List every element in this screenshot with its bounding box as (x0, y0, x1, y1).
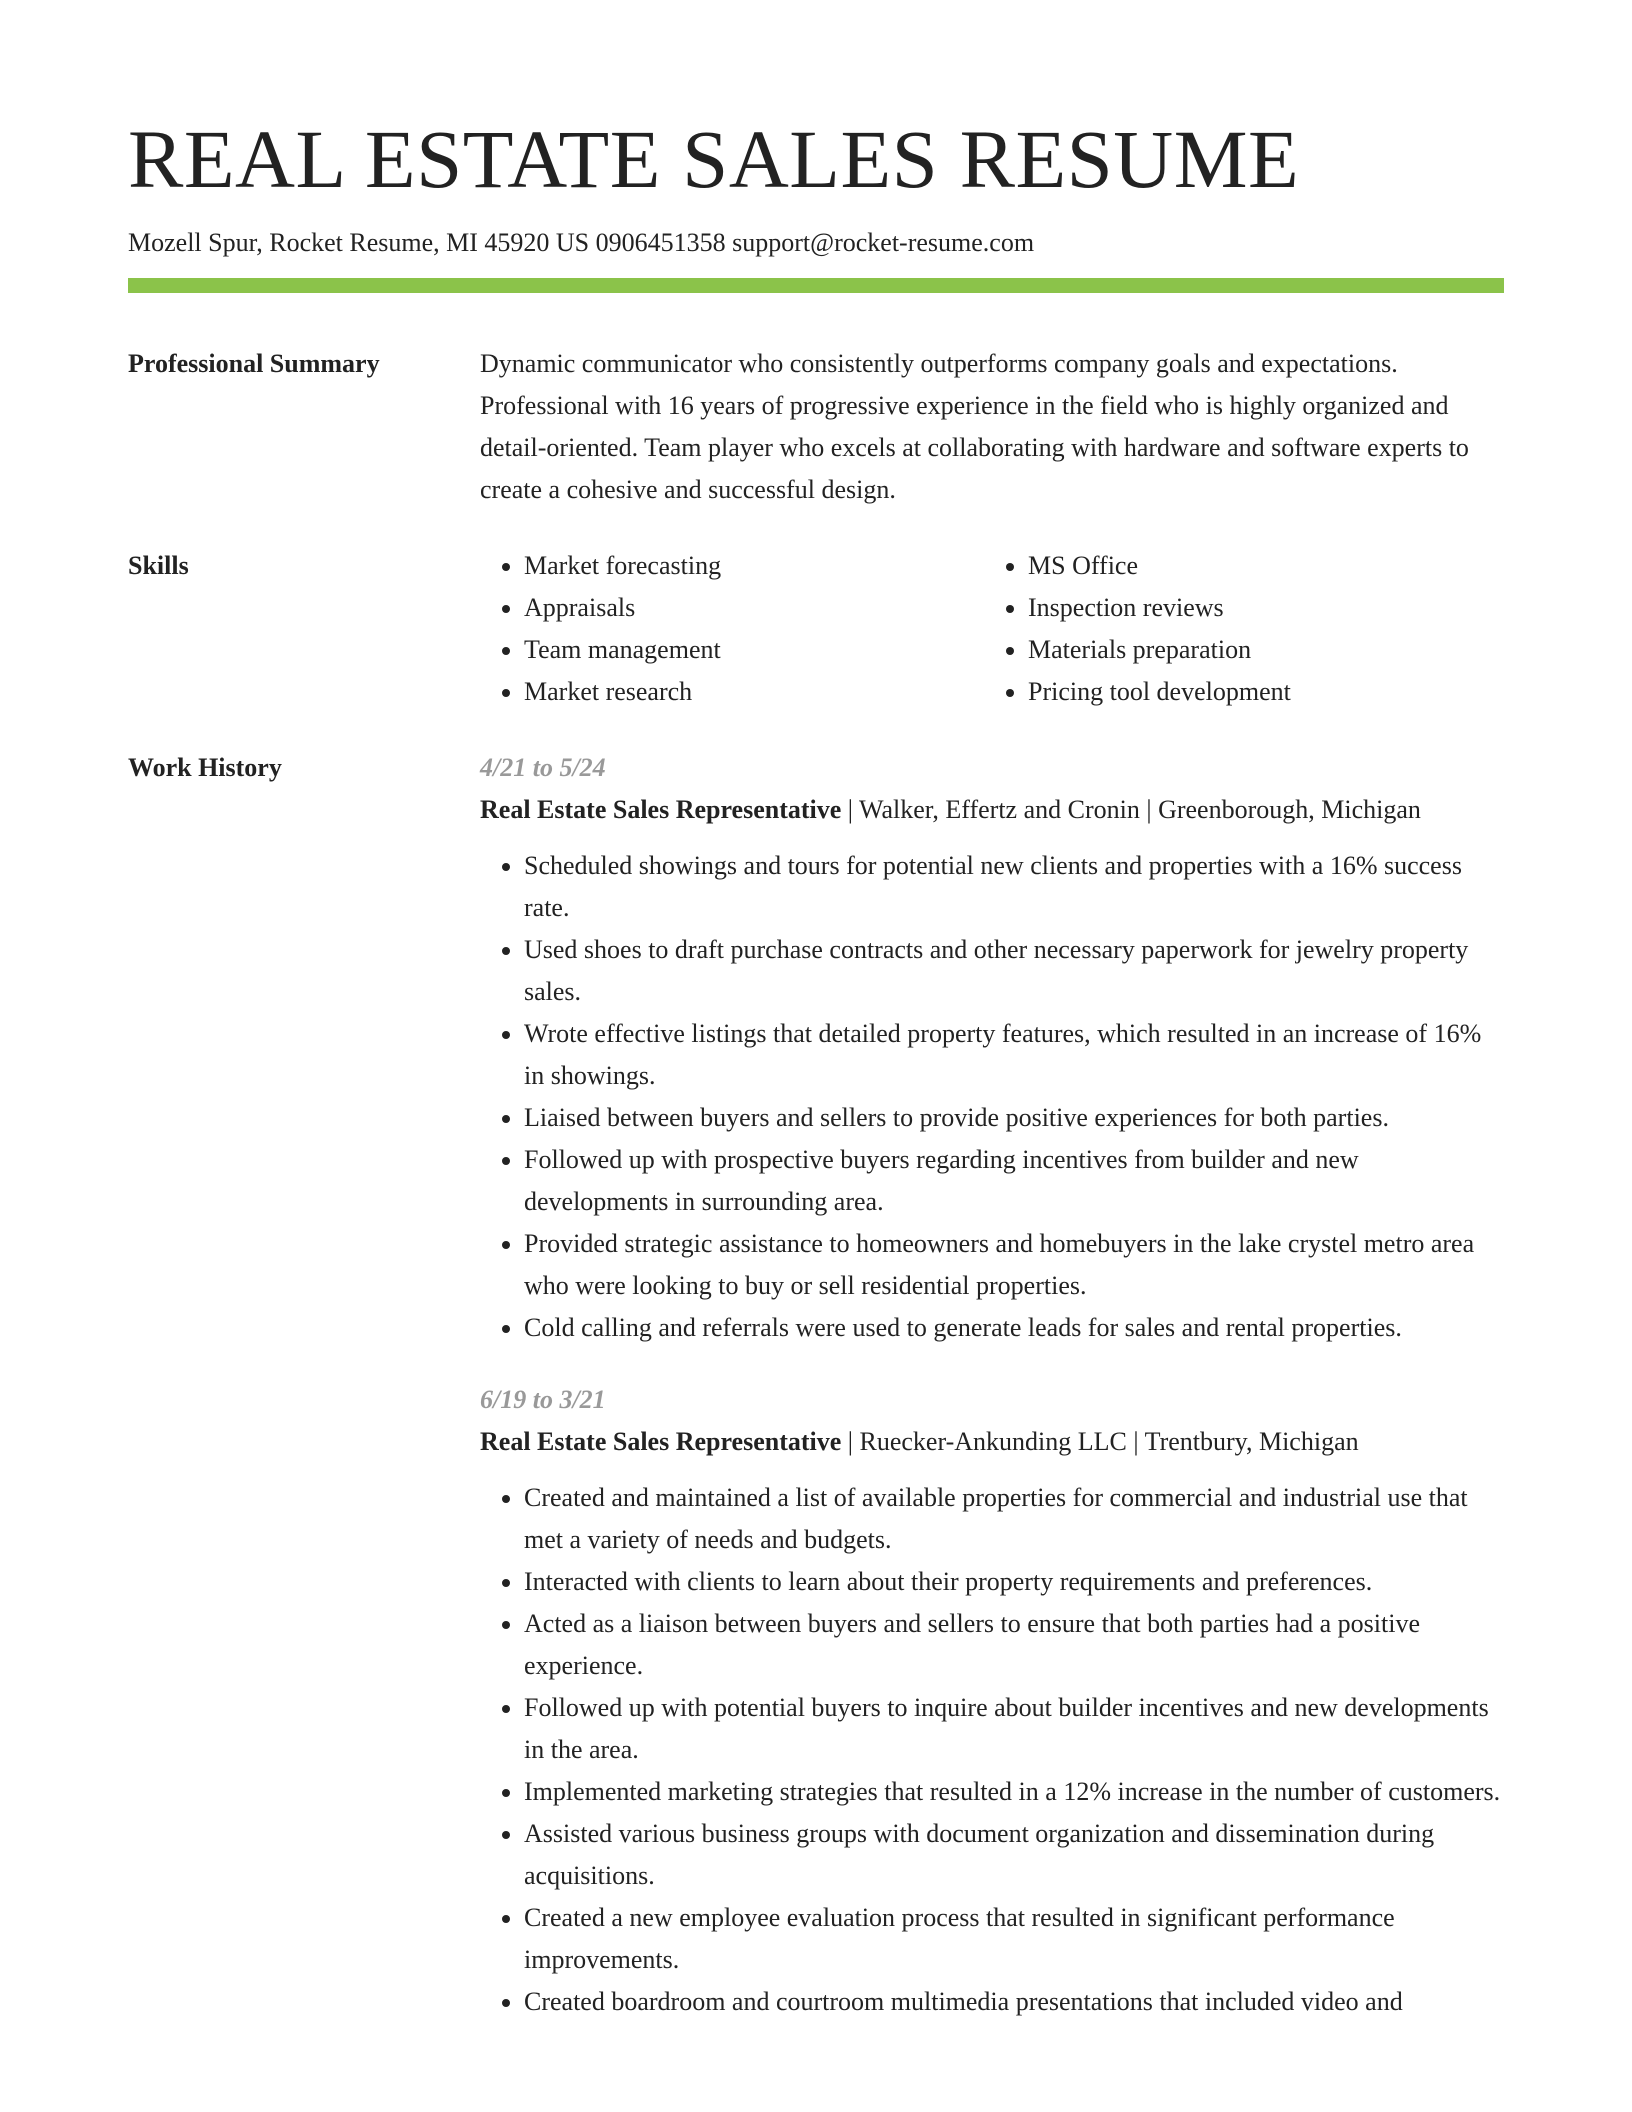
job-bullet: • Created boardroom and courtroom multimedia presentations that included video and (524, 1981, 1504, 2023)
job-bullet: • Followed up with prospective buyers regarding incentives from builder and new developments in surrounding area. (524, 1139, 1504, 1223)
job-bullet: • Interacted with clients to learn about their property requirements and preferences. (524, 1561, 1504, 1603)
skill-item: • Materials preparation (1028, 629, 1488, 671)
job-details: | Ruecker-Ankunding LLC | Trentbury, Michigan (841, 1427, 1359, 1457)
skills-list-left (480, 545, 984, 713)
job-bullet: • Assisted various business groups with document organization and dissemination during acquisitions. (524, 1813, 1504, 1897)
section-label-work: Work History (128, 753, 282, 783)
section-label-skills: Skills (128, 551, 189, 581)
job-bullets (480, 845, 1504, 1349)
job-bullet: • Wrote effective listings that detailed property features, which resulted in an increase of 16% in showings. (524, 1013, 1504, 1097)
skill-item: • Inspection reviews (1028, 587, 1488, 629)
skills-grid (480, 545, 1504, 713)
skill-item: • Market forecasting (524, 545, 984, 587)
job-bullet: • Created a new employee evaluation process that resulted in significant performance improvements. (524, 1897, 1504, 1981)
section-label-summary: Professional Summary (128, 349, 380, 379)
accent-divider (128, 278, 1504, 293)
job-details: | Walker, Effertz and Cronin | Greenborough, Michigan (841, 795, 1421, 825)
job-entry (480, 747, 1504, 1349)
contact-info: Mozell Spur, Rocket Resume, MI 45920 US 0906451358 support@rocket-resume.com (128, 228, 1035, 257)
job-bullet: • Implemented marketing strategies that resulted in a 12% increase in the number of customers. (524, 1771, 1504, 1813)
skill-item: • Team management (524, 629, 984, 671)
skill-item: • MS Office (1028, 545, 1488, 587)
job-bullet: • Followed up with potential buyers to inquire about builder incentives and new developments in the area. (524, 1687, 1504, 1771)
job-dates: 6/19 to 3/21 (480, 1385, 606, 1415)
summary-text: Dynamic communicator who consistently outperforms company goals and expectations. Professional with 16 years of progressive experience in the field who is highly organized and detail-oriented. Team player who excels at collaborating with hardware and software experts to create a cohesive and successful design. (480, 349, 1469, 505)
skills-section (128, 545, 1504, 713)
job-bullet: • Used shoes to draft purchase contracts and other necessary paperwork for jewelry property sales. (524, 929, 1504, 1013)
job-entry (480, 1379, 1504, 2023)
job-bullet: • Acted as a liaison between buyers and sellers to ensure that both parties had a positive experience. (524, 1603, 1504, 1687)
skill-item: • Market research (524, 671, 984, 713)
job-bullet: • Liaised between buyers and sellers to provide positive experiences for both parties. (524, 1097, 1504, 1139)
job-dates: 4/21 to 5/24 (480, 753, 606, 783)
job-bullet: • Cold calling and referrals were used to generate leads for sales and rental properties. (524, 1307, 1504, 1349)
resume-title: REAL ESTATE SALES RESUME (128, 113, 1300, 205)
skill-item: • Appraisals (524, 587, 984, 629)
job-bullets (480, 1477, 1504, 2023)
job-bullet: • Scheduled showings and tours for potential new clients and properties with a 16% success rate. (524, 845, 1504, 929)
work-history-section (128, 747, 1504, 2023)
job-heading (480, 789, 1504, 831)
skill-item: • Pricing tool development (1028, 671, 1488, 713)
job-bullet: • Provided strategic assistance to homeowners and homebuyers in the lake crystel metro area who were looking to buy or sell residential properties. (524, 1223, 1504, 1307)
job-title: Real Estate Sales Representative (480, 1427, 842, 1457)
resume-page (128, 113, 1504, 2023)
job-heading (480, 1421, 1504, 1463)
professional-summary-section (128, 343, 1504, 511)
skills-list-right (984, 545, 1488, 713)
job-bullet: • Created and maintained a list of available properties for commercial and industrial use that met a variety of needs and budgets. (524, 1477, 1504, 1561)
job-title: Real Estate Sales Representative (480, 795, 842, 825)
